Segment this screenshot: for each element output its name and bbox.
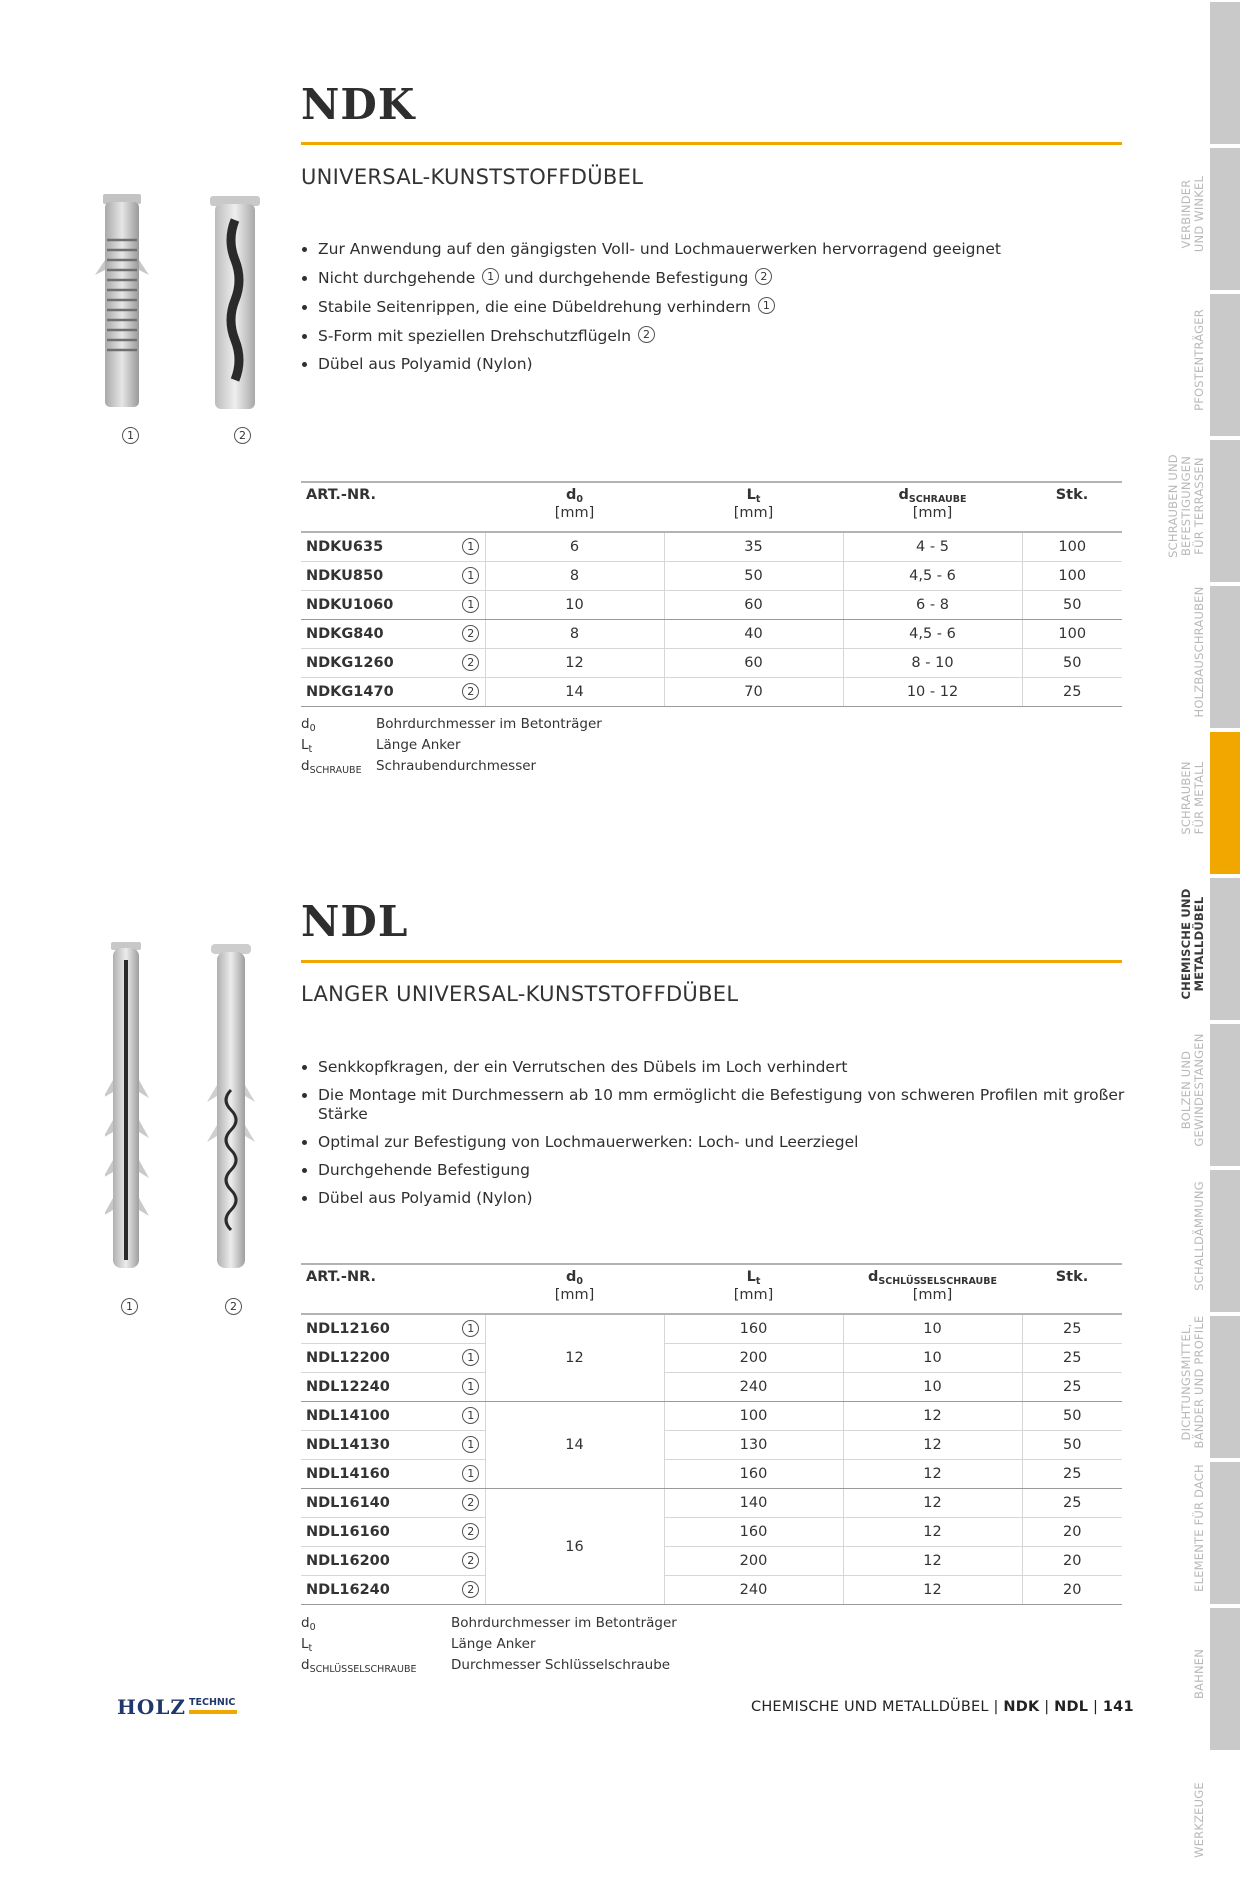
- list-item: • Senkkopfkragen, der ein Verrutschen des Dübels im Loch verhindert: [318, 1058, 1138, 1077]
- side-tabs: [1166, 0, 1240, 1858]
- ndl-title-rule: [301, 960, 1122, 963]
- side-tab-bar[interactable]: [1210, 1608, 1240, 1750]
- col-header-dschraube: $d_{SCHRAUBE}$ [mm]: [843, 482, 1022, 532]
- table-row: NDKU1060 1 10 60 6 - 8 50: [301, 591, 1122, 620]
- side-tab-bar[interactable]: [1210, 1316, 1240, 1458]
- ndl-title: NDL: [301, 897, 409, 946]
- footer-section: CHEMISCHE UND METALLDÜBEL: [751, 1699, 989, 1715]
- col-header-lt: $L_t$ [mm]: [664, 1264, 843, 1314]
- list-item: • Dübel aus Polyamid (Nylon): [318, 355, 1138, 374]
- side-tab-label[interactable]: DICHTUNGSMITTEL, BÄNDER UND PROFILE: [1179, 1315, 1206, 1449]
- list-item: • Nicht durchgehende 1 und durchgehende Befestigung 2: [318, 268, 1138, 288]
- brand-name: HOLZ: [117, 1695, 186, 1719]
- footer-product-2: NDL: [1054, 1699, 1089, 1715]
- ndl-legend: [301, 1615, 677, 1678]
- side-tab-label[interactable]: BAHNEN: [1192, 1648, 1206, 1700]
- legend-item: $L_t$ Länge Anker: [301, 737, 461, 755]
- ndk-photo-label-1: 1: [120, 427, 139, 446]
- col-header-stk: Stk.: [1022, 482, 1122, 532]
- side-tab-bar[interactable]: [1210, 148, 1240, 290]
- legend-item: $d_0$ Bohrdurchmesser im Betonträger: [301, 1615, 677, 1633]
- legend-item: $d_{SCHLÜSSELSCHRAUBE}$ Durchmesser Schlüsselschraube: [301, 1657, 671, 1675]
- side-tab-label[interactable]: SCHALLDÄMMUNG: [1192, 1181, 1206, 1291]
- col-header-art: ART.-NR.: [301, 482, 485, 532]
- col-header-d0: $d_0$ [mm]: [485, 1264, 664, 1314]
- side-tab-bar[interactable]: [1210, 1462, 1240, 1604]
- side-tab-label[interactable]: SCHRAUBEN UND BEFESTIGUNGEN FÜR TERRASSEN: [1166, 454, 1206, 558]
- ndl-feature-list: [301, 1058, 1138, 1217]
- ndl-product-photo: [105, 940, 265, 1275]
- table-row: NDL14130 1 130 12 50: [301, 1431, 1122, 1460]
- side-tab-bar[interactable]: [1210, 878, 1240, 1020]
- side-tab-label[interactable]: ELEMENTE FÜR DACH: [1192, 1464, 1206, 1592]
- table-row: NDL16140 2 16 140 12 25: [301, 1489, 1122, 1518]
- side-tab-label[interactable]: SCHRAUBEN FÜR METALL: [1179, 761, 1206, 835]
- side-tab-bar[interactable]: [1210, 440, 1240, 582]
- brand-logo: [117, 1695, 236, 1719]
- ndl-subtitle: LANGER UNIVERSAL-KUNSTSTOFFDÜBEL: [301, 982, 739, 1006]
- brand-sub: TECHNIC: [189, 1697, 236, 1708]
- list-item: • Optimal zur Befestigung von Lochmauerwerken: Loch- und Leerziegel: [318, 1133, 1138, 1152]
- table-row: NDL14160 1 160 12 25: [301, 1460, 1122, 1489]
- page-number: 141: [1102, 1699, 1134, 1715]
- list-item: • Durchgehende Befestigung: [318, 1161, 1138, 1180]
- ndl-spec-table: [301, 1263, 1122, 1605]
- ndk-spec-table: [301, 481, 1122, 707]
- list-item: • Die Montage mit Durchmessern ab 10 mm ermöglicht die Befestigung von schweren Profilen mit großer Stärke: [318, 1086, 1138, 1124]
- table-row: NDL16160 2 160 12 20: [301, 1518, 1122, 1547]
- brand-bar: [189, 1710, 237, 1714]
- ndk-product-photo: [95, 190, 280, 420]
- side-tab-label[interactable]: PFOSTENTRÄGER: [1192, 309, 1206, 411]
- list-item: • Zur Anwendung auf den gängigsten Voll- und Lochmauerwerken hervorragend geeignet: [318, 240, 1138, 259]
- side-tab-bar[interactable]: [1210, 2, 1240, 144]
- side-tab-label[interactable]: WERKZEUGE: [1192, 1782, 1206, 1858]
- side-tab-label[interactable]: CHEMISCHE UND METALLDÜBEL: [1179, 888, 1206, 1000]
- ndl-photo-label-1: 1: [119, 1298, 138, 1317]
- legend-item: $L_t$ Länge Anker: [301, 1636, 536, 1654]
- ndk-title: NDK: [301, 80, 416, 129]
- ndk-legend: [301, 716, 602, 779]
- col-header-dschluesselschraube: $d_{SCHLÜSSELSCHRAUBE}$ [mm]: [843, 1264, 1022, 1314]
- col-header-art: ART.-NR.: [301, 1264, 485, 1314]
- col-header-d0: $d_0$ [mm]: [485, 482, 664, 532]
- legend-item: $d_0$ Bohrdurchmesser im Betonträger: [301, 716, 602, 734]
- ndk-subtitle: UNIVERSAL-KUNSTSTOFFDÜBEL: [301, 165, 644, 189]
- ndk-feature-list: [301, 240, 1138, 383]
- table-row: NDKG840 2 8 40 4,5 - 6 100: [301, 620, 1122, 649]
- table-row: NDL12160 1 12 160 10 25: [301, 1314, 1122, 1344]
- table-row: NDKG1260 2 12 60 8 - 10 50: [301, 649, 1122, 678]
- ndk-photo-label-2: 2: [232, 427, 251, 446]
- table-row: NDL16240 2 240 12 20: [301, 1576, 1122, 1605]
- list-item: • Stabile Seitenrippen, die eine Dübeldrehung verhindern 1: [318, 297, 1138, 317]
- col-header-stk: Stk.: [1022, 1264, 1122, 1314]
- table-row: NDL12240 1 240 10 25: [301, 1373, 1122, 1402]
- table-row: NDL16200 2 200 12 20: [301, 1547, 1122, 1576]
- list-item: • Dübel aus Polyamid (Nylon): [318, 1189, 1138, 1208]
- ndk-title-rule: [301, 142, 1122, 145]
- side-tab-bar[interactable]: [1210, 1024, 1240, 1166]
- table-row: NDL12200 1 200 10 25: [301, 1344, 1122, 1373]
- table-row: NDKG1470 2 14 70 10 - 12 25: [301, 678, 1122, 707]
- side-tab-label[interactable]: VERBINDER UND WINKEL: [1179, 175, 1206, 253]
- side-tab-label[interactable]: BOLZEN UND GEWINDESTANGEN: [1179, 1033, 1206, 1147]
- list-item: • S-Form mit speziellen Drehschutzflügeln 2: [318, 326, 1138, 346]
- col-header-lt: $L_t$ [mm]: [664, 482, 843, 532]
- table-row: NDL14100 1 14 100 12 50: [301, 1402, 1122, 1431]
- table-row: NDKU635 1 6 35 4 - 5 100: [301, 532, 1122, 562]
- legend-item: $d_{SCHRAUBE}$ Schraubendurchmesser: [301, 758, 537, 776]
- side-tab-label[interactable]: HOLZBAUSCHRAUBEN: [1192, 586, 1206, 718]
- footer-product-1: NDK: [1003, 1699, 1040, 1715]
- ndl-photo-label-2: 2: [223, 1298, 242, 1317]
- side-tab-bar[interactable]: [1210, 294, 1240, 436]
- side-tab-bar[interactable]: [1210, 1170, 1240, 1312]
- side-tab-bar[interactable]: [1210, 586, 1240, 728]
- table-row: NDKU850 1 8 50 4,5 - 6 100: [301, 562, 1122, 591]
- page-footer: CHEMISCHE UND METALLDÜBEL | NDK | NDL | 141: [751, 1699, 1134, 1715]
- side-tab-bar[interactable]: [1210, 732, 1240, 874]
